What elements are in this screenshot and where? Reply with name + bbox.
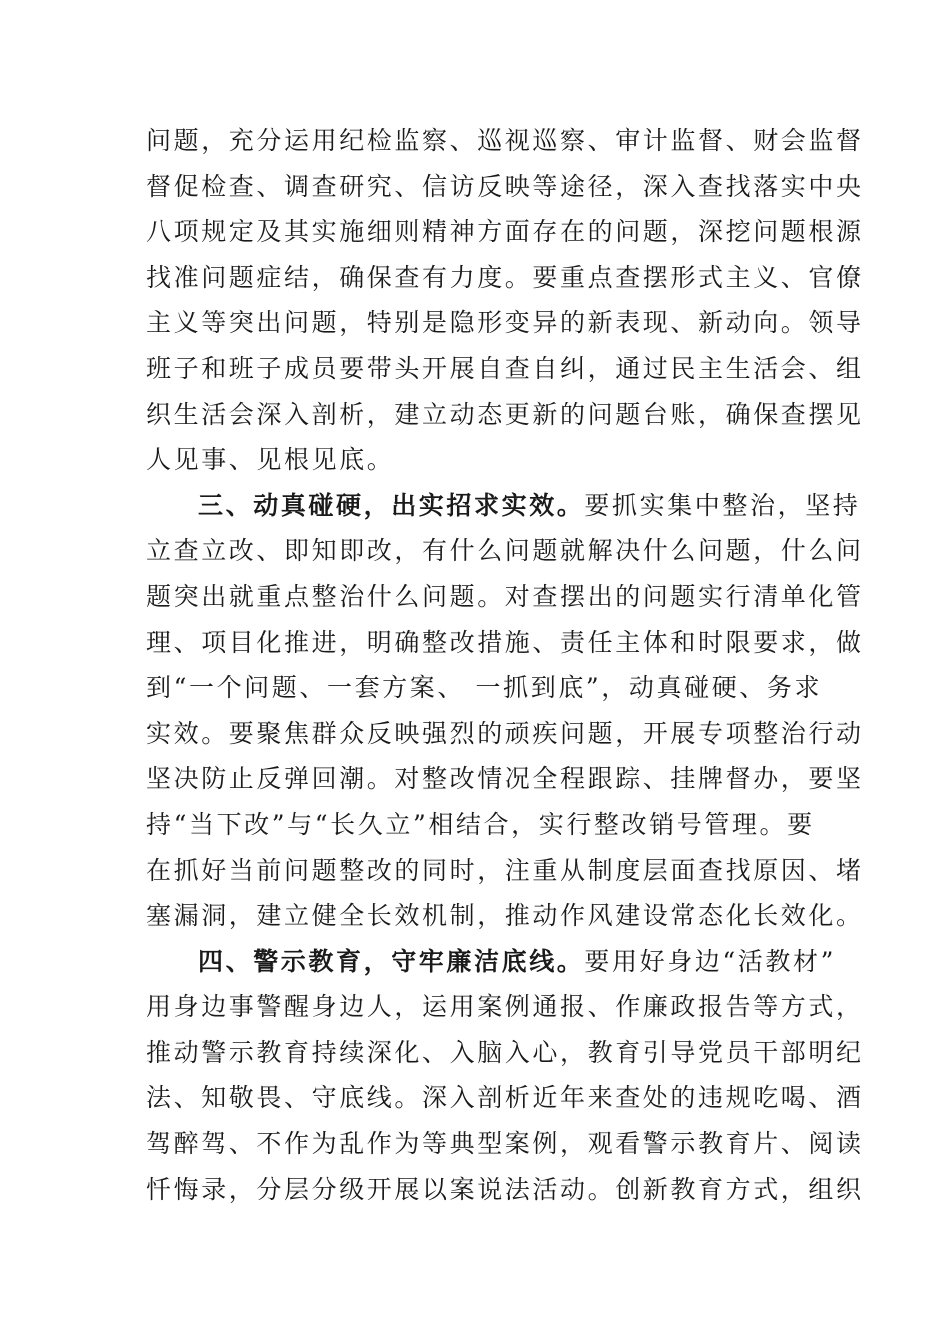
line-text: 用身边事警醒身边人，运用案例通报、作廉政报告等方式， (146, 992, 864, 1022)
line-text: 立查立改、即知即改，有什么问题就解决什么问题，什么问 (146, 536, 864, 566)
line-text: 班子和班子成员要带头开展自查自纠，通过民主生活会、组 (146, 353, 864, 383)
document-page (146, 118, 864, 1212)
line-text: 忏悔录，分层分级开展以案说法活动。创新教育方式，组织 (146, 1174, 864, 1204)
paragraph-line (146, 665, 823, 711)
paragraph-line (146, 528, 864, 574)
paragraph-line (146, 300, 864, 346)
line-text: 人见事、见根见底。 (146, 445, 395, 475)
line-text: 推动警示教育持续深化、入脑入心，教育引导党员干部明纪 (146, 1037, 864, 1067)
line-text: 法、知敬畏、守底线。深入剖析近年来查处的违规吃喝、酒 (146, 1083, 864, 1113)
line-text: 到“一个问题、一套方案、 一抓到底”，动真碰硬、务求 (146, 673, 823, 703)
line-text: 要抓实集中整治，坚持 (584, 490, 861, 520)
paragraph-line (146, 255, 864, 301)
section-four-first-line (146, 939, 836, 985)
line-text: 主义等突出问题，特别是隐形变异的新表现、新动向。领导 (146, 308, 864, 338)
line-text: 持“当下改”与“长久立”相结合，实行整改销号管理。要 (146, 809, 815, 839)
section-heading: 三、动真碰硬，出实招求实效。 (198, 490, 585, 520)
paragraph-line (146, 620, 864, 666)
paragraph-line (146, 848, 864, 894)
paragraph-line (146, 209, 864, 255)
line-text: 实效。要聚焦群众反映强烈的顽疾问题，开展专项整治行动 (146, 718, 864, 748)
line-text: 找准问题症结，确保查有力度。要重点查摆形式主义、官僚 (146, 262, 864, 292)
paragraph-line (146, 164, 864, 210)
paragraph-line (146, 574, 864, 620)
paragraph-line (146, 1075, 864, 1121)
section-heading: 四、警示教育，守牢廉洁底线。 (198, 946, 585, 976)
line-text: 在抓好当前问题整改的同时，注重从制度层面查找原因、堵 (146, 855, 864, 885)
paragraph-line (146, 437, 810, 483)
paragraph-line (146, 1121, 864, 1167)
line-text: 塞漏洞，建立健全长效机制，推动作风建设常态化长效化。 (146, 901, 864, 931)
paragraph-line (146, 984, 864, 1030)
paragraph-line (146, 1167, 864, 1213)
paragraph-line (146, 802, 815, 848)
paragraph-line (146, 1030, 864, 1076)
paragraph-line (146, 756, 864, 802)
paragraph-line (146, 893, 864, 939)
line-text: 驾醉驾、不作为乱作为等典型案例，观看警示教育片、阅读 (146, 1129, 864, 1159)
line-text: 八项规定及其实施细则精神方面存在的问题，深挖问题根源 (146, 217, 864, 247)
paragraph-line (146, 118, 864, 164)
line-text: 理、项目化推进，明确整改措施、责任主体和时限要求，做 (146, 627, 864, 657)
line-text: 坚决防止反弹回潮。对整改情况全程跟踪、挂牌督办，要坚 (146, 764, 864, 794)
paragraph-line (146, 392, 864, 438)
paragraph-line (146, 711, 864, 757)
line-text: 题突出就重点整治什么问题。对查摆出的问题实行清单化管 (146, 581, 864, 611)
paragraph-line (146, 346, 864, 392)
section-three-first-line (146, 483, 861, 529)
line-text: 督促检查、调查研究、信访反映等途径，深入查找落实中央 (146, 171, 864, 201)
line-text: 问题，充分运用纪检监察、巡视巡察、审计监督、财会监督 (146, 126, 864, 155)
line-text: 要用好身边“活教材” (584, 946, 836, 976)
line-text: 织生活会深入剖析，建立动态更新的问题台账，确保查摆见 (146, 399, 864, 429)
